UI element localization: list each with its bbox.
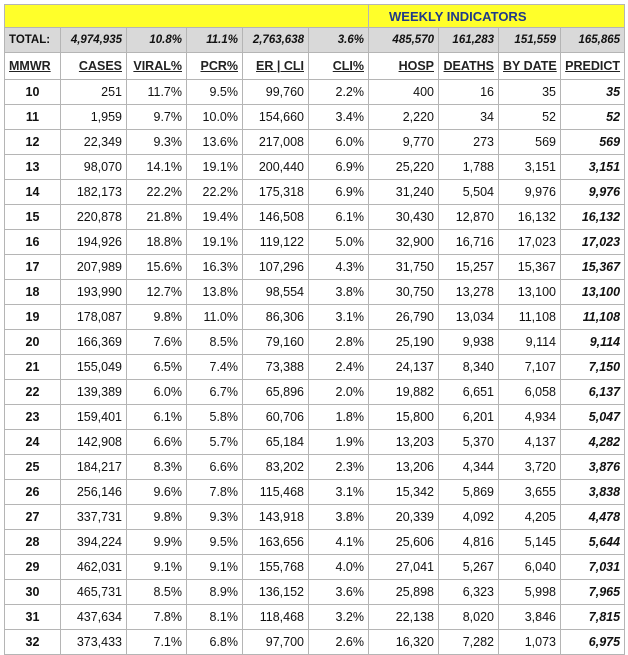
cell-hosp: 30,750 <box>369 280 439 305</box>
cell-mmwr-week: 16 <box>5 230 61 255</box>
cell-cases: 159,401 <box>61 405 127 430</box>
cell-hosp: 400 <box>369 80 439 105</box>
cell-mmwr-week: 21 <box>5 355 61 380</box>
cell-pcr-pct: 8.1% <box>187 605 243 630</box>
cell-er-cli: 154,660 <box>243 105 309 130</box>
cell-by-date: 11,108 <box>499 305 561 330</box>
cell-cli-pct: 6.0% <box>309 130 369 155</box>
cell-pcr-pct: 9.5% <box>187 530 243 555</box>
cell-predict: 569 <box>561 130 625 155</box>
cell-er-cli: 136,152 <box>243 580 309 605</box>
cell-hosp: 30,430 <box>369 205 439 230</box>
cell-mmwr-week: 19 <box>5 305 61 330</box>
cell-cli-pct: 3.8% <box>309 505 369 530</box>
cell-predict: 5,644 <box>561 530 625 555</box>
cell-by-date: 52 <box>499 105 561 130</box>
cell-cli-pct: 3.4% <box>309 105 369 130</box>
cell-er-cli: 107,296 <box>243 255 309 280</box>
cell-deaths: 1,788 <box>439 155 499 180</box>
cell-deaths: 16 <box>439 80 499 105</box>
cell-predict: 3,876 <box>561 455 625 480</box>
cell-er-cli: 83,202 <box>243 455 309 480</box>
cell-cli-pct: 2.6% <box>309 630 369 655</box>
cell-hosp: 31,750 <box>369 255 439 280</box>
header-predict: PREDICT <box>561 53 625 80</box>
cell-by-date: 3,846 <box>499 605 561 630</box>
cell-pcr-pct: 9.5% <box>187 80 243 105</box>
table-row <box>5 580 625 605</box>
cell-by-date: 6,040 <box>499 555 561 580</box>
cell-predict: 7,815 <box>561 605 625 630</box>
cell-er-cli: 86,306 <box>243 305 309 330</box>
cell-deaths: 5,504 <box>439 180 499 205</box>
cell-deaths: 4,092 <box>439 505 499 530</box>
cell-deaths: 7,282 <box>439 630 499 655</box>
cell-cli-pct: 6.9% <box>309 155 369 180</box>
cell-mmwr-week: 18 <box>5 280 61 305</box>
cell-by-date: 35 <box>499 80 561 105</box>
cell-cases: 166,369 <box>61 330 127 355</box>
cell-predict: 3,838 <box>561 480 625 505</box>
cell-pcr-pct: 11.0% <box>187 305 243 330</box>
cell-er-cli: 200,440 <box>243 155 309 180</box>
cell-er-cli: 175,318 <box>243 180 309 205</box>
cell-mmwr-week: 26 <box>5 480 61 505</box>
cell-predict: 16,132 <box>561 205 625 230</box>
cell-er-cli: 118,468 <box>243 605 309 630</box>
cell-er-cli: 73,388 <box>243 355 309 380</box>
cell-pcr-pct: 16.3% <box>187 255 243 280</box>
cell-by-date: 9,114 <box>499 330 561 355</box>
table-row <box>5 280 625 305</box>
cell-hosp: 26,790 <box>369 305 439 330</box>
cell-predict: 5,047 <box>561 405 625 430</box>
cell-viral-pct: 7.1% <box>127 630 187 655</box>
cell-viral-pct: 18.8% <box>127 230 187 255</box>
cell-predict: 9,114 <box>561 330 625 355</box>
cell-predict: 7,150 <box>561 355 625 380</box>
cell-predict: 6,975 <box>561 630 625 655</box>
title-row <box>5 5 625 28</box>
cell-deaths: 6,651 <box>439 380 499 405</box>
cell-deaths: 13,278 <box>439 280 499 305</box>
cell-predict: 11,108 <box>561 305 625 330</box>
cell-viral-pct: 8.3% <box>127 455 187 480</box>
cell-pcr-pct: 9.1% <box>187 555 243 580</box>
cell-viral-pct: 14.1% <box>127 155 187 180</box>
cell-by-date: 5,145 <box>499 530 561 555</box>
table-row <box>5 130 625 155</box>
cell-mmwr-week: 15 <box>5 205 61 230</box>
cell-cli-pct: 2.3% <box>309 455 369 480</box>
cell-cases: 220,878 <box>61 205 127 230</box>
cell-by-date: 3,720 <box>499 455 561 480</box>
table-row <box>5 480 625 505</box>
header-er-cli: ER | CLI <box>243 53 309 80</box>
table-row <box>5 155 625 180</box>
totals-deaths: 161,283 <box>439 28 499 53</box>
cell-predict: 7,965 <box>561 580 625 605</box>
cell-cli-pct: 3.1% <box>309 305 369 330</box>
cell-mmwr-week: 17 <box>5 255 61 280</box>
totals-predict: 165,865 <box>561 28 625 53</box>
cell-viral-pct: 9.1% <box>127 555 187 580</box>
cell-er-cli: 65,896 <box>243 380 309 405</box>
cell-deaths: 4,344 <box>439 455 499 480</box>
cell-by-date: 6,058 <box>499 380 561 405</box>
cell-hosp: 25,898 <box>369 580 439 605</box>
cell-pcr-pct: 9.3% <box>187 505 243 530</box>
cell-cases: 193,990 <box>61 280 127 305</box>
table-row <box>5 380 625 405</box>
cell-hosp: 32,900 <box>369 230 439 255</box>
header-pcr: PCR% <box>187 53 243 80</box>
cell-mmwr-week: 31 <box>5 605 61 630</box>
totals-viral: 10.8% <box>127 28 187 53</box>
cell-deaths: 8,340 <box>439 355 499 380</box>
cell-er-cli: 143,918 <box>243 505 309 530</box>
cell-er-cli: 217,008 <box>243 130 309 155</box>
cell-cases: 178,087 <box>61 305 127 330</box>
table-row <box>5 305 625 330</box>
cell-mmwr-week: 11 <box>5 105 61 130</box>
cell-deaths: 12,870 <box>439 205 499 230</box>
weekly-indicators-table-container <box>4 4 624 655</box>
cell-deaths: 8,020 <box>439 605 499 630</box>
cell-er-cli: 65,184 <box>243 430 309 455</box>
cell-pcr-pct: 8.9% <box>187 580 243 605</box>
cell-cli-pct: 3.1% <box>309 480 369 505</box>
cell-by-date: 3,655 <box>499 480 561 505</box>
cell-by-date: 3,151 <box>499 155 561 180</box>
cell-pcr-pct: 10.0% <box>187 105 243 130</box>
cell-cli-pct: 6.9% <box>309 180 369 205</box>
cell-by-date: 1,073 <box>499 630 561 655</box>
cell-pcr-pct: 5.8% <box>187 405 243 430</box>
cell-pcr-pct: 22.2% <box>187 180 243 205</box>
cell-cases: 182,173 <box>61 180 127 205</box>
cell-deaths: 16,716 <box>439 230 499 255</box>
cell-viral-pct: 9.8% <box>127 305 187 330</box>
cell-viral-pct: 22.2% <box>127 180 187 205</box>
cell-er-cli: 60,706 <box>243 405 309 430</box>
cell-predict: 4,478 <box>561 505 625 530</box>
cell-by-date: 7,107 <box>499 355 561 380</box>
cell-hosp: 31,240 <box>369 180 439 205</box>
table-row <box>5 355 625 380</box>
table-row <box>5 430 625 455</box>
cell-deaths: 5,370 <box>439 430 499 455</box>
cell-cli-pct: 2.2% <box>309 80 369 105</box>
cell-cases: 142,908 <box>61 430 127 455</box>
cell-hosp: 20,339 <box>369 505 439 530</box>
cell-cli-pct: 6.1% <box>309 205 369 230</box>
totals-by-date: 151,559 <box>499 28 561 53</box>
cell-cases: 22,349 <box>61 130 127 155</box>
cell-mmwr-week: 29 <box>5 555 61 580</box>
cell-viral-pct: 7.6% <box>127 330 187 355</box>
cell-cases: 373,433 <box>61 630 127 655</box>
cell-cli-pct: 3.6% <box>309 580 369 605</box>
cell-pcr-pct: 19.1% <box>187 155 243 180</box>
cell-cases: 251 <box>61 80 127 105</box>
header-deaths: DEATHS <box>439 53 499 80</box>
table-row <box>5 80 625 105</box>
table-row <box>5 455 625 480</box>
header-row <box>5 53 625 80</box>
cell-hosp: 27,041 <box>369 555 439 580</box>
cell-cli-pct: 1.9% <box>309 430 369 455</box>
cell-predict: 17,023 <box>561 230 625 255</box>
totals-row <box>5 28 625 53</box>
cell-viral-pct: 9.3% <box>127 130 187 155</box>
cell-hosp: 25,220 <box>369 155 439 180</box>
weekly-indicators-table <box>4 4 625 655</box>
cell-mmwr-week: 28 <box>5 530 61 555</box>
cell-by-date: 17,023 <box>499 230 561 255</box>
cell-deaths: 13,034 <box>439 305 499 330</box>
cell-viral-pct: 9.8% <box>127 505 187 530</box>
cell-cases: 394,224 <box>61 530 127 555</box>
cell-deaths: 9,938 <box>439 330 499 355</box>
totals-er-cli: 2,763,638 <box>243 28 309 53</box>
cell-deaths: 15,257 <box>439 255 499 280</box>
cell-by-date: 9,976 <box>499 180 561 205</box>
cell-cases: 462,031 <box>61 555 127 580</box>
cell-er-cli: 115,468 <box>243 480 309 505</box>
cell-cli-pct: 4.3% <box>309 255 369 280</box>
header-mmwr: MMWR <box>5 53 61 80</box>
cell-deaths: 34 <box>439 105 499 130</box>
cell-pcr-pct: 13.8% <box>187 280 243 305</box>
title-spacer <box>5 5 369 28</box>
cell-viral-pct: 6.6% <box>127 430 187 455</box>
cell-viral-pct: 12.7% <box>127 280 187 305</box>
cell-viral-pct: 6.5% <box>127 355 187 380</box>
cell-cases: 1,959 <box>61 105 127 130</box>
cell-by-date: 4,205 <box>499 505 561 530</box>
cell-cases: 139,389 <box>61 380 127 405</box>
table-row <box>5 205 625 230</box>
cell-by-date: 16,132 <box>499 205 561 230</box>
cell-viral-pct: 15.6% <box>127 255 187 280</box>
cell-er-cli: 155,768 <box>243 555 309 580</box>
cell-cli-pct: 2.4% <box>309 355 369 380</box>
table-row <box>5 405 625 430</box>
cell-hosp: 15,800 <box>369 405 439 430</box>
cell-cases: 184,217 <box>61 455 127 480</box>
cell-mmwr-week: 30 <box>5 580 61 605</box>
cell-predict: 15,367 <box>561 255 625 280</box>
cell-cli-pct: 5.0% <box>309 230 369 255</box>
cell-hosp: 25,606 <box>369 530 439 555</box>
cell-predict: 13,100 <box>561 280 625 305</box>
cell-predict: 35 <box>561 80 625 105</box>
cell-er-cli: 79,160 <box>243 330 309 355</box>
table-row <box>5 505 625 530</box>
table-row <box>5 530 625 555</box>
table-row <box>5 630 625 655</box>
header-viral: VIRAL% <box>127 53 187 80</box>
cell-cli-pct: 2.0% <box>309 380 369 405</box>
cell-predict: 6,137 <box>561 380 625 405</box>
header-hosp: HOSP <box>369 53 439 80</box>
cell-pcr-pct: 13.6% <box>187 130 243 155</box>
cell-pcr-pct: 5.7% <box>187 430 243 455</box>
cell-mmwr-week: 27 <box>5 505 61 530</box>
cell-predict: 9,976 <box>561 180 625 205</box>
cell-deaths: 5,869 <box>439 480 499 505</box>
cell-hosp: 13,206 <box>369 455 439 480</box>
header-cases: CASES <box>61 53 127 80</box>
cell-er-cli: 98,554 <box>243 280 309 305</box>
cell-by-date: 5,998 <box>499 580 561 605</box>
cell-mmwr-week: 22 <box>5 380 61 405</box>
cell-pcr-pct: 6.8% <box>187 630 243 655</box>
cell-cli-pct: 4.0% <box>309 555 369 580</box>
cell-pcr-pct: 7.4% <box>187 355 243 380</box>
cell-er-cli: 99,760 <box>243 80 309 105</box>
cell-pcr-pct: 19.1% <box>187 230 243 255</box>
cell-er-cli: 119,122 <box>243 230 309 255</box>
cell-cases: 98,070 <box>61 155 127 180</box>
cell-cli-pct: 1.8% <box>309 405 369 430</box>
cell-predict: 4,282 <box>561 430 625 455</box>
cell-viral-pct: 9.7% <box>127 105 187 130</box>
totals-cli: 3.6% <box>309 28 369 53</box>
table-row <box>5 230 625 255</box>
cell-by-date: 4,137 <box>499 430 561 455</box>
cell-hosp: 22,138 <box>369 605 439 630</box>
cell-hosp: 25,190 <box>369 330 439 355</box>
table-title: WEEKLY INDICATORS <box>369 5 625 28</box>
cell-er-cli: 163,656 <box>243 530 309 555</box>
table-row <box>5 555 625 580</box>
cell-viral-pct: 9.9% <box>127 530 187 555</box>
cell-viral-pct: 11.7% <box>127 80 187 105</box>
cell-cases: 194,926 <box>61 230 127 255</box>
cell-mmwr-week: 20 <box>5 330 61 355</box>
cell-deaths: 4,816 <box>439 530 499 555</box>
cell-mmwr-week: 12 <box>5 130 61 155</box>
cell-hosp: 13,203 <box>369 430 439 455</box>
cell-cases: 155,049 <box>61 355 127 380</box>
header-by-date: BY DATE <box>499 53 561 80</box>
cell-er-cli: 146,508 <box>243 205 309 230</box>
cell-cases: 337,731 <box>61 505 127 530</box>
cell-predict: 52 <box>561 105 625 130</box>
table-row <box>5 180 625 205</box>
cell-hosp: 19,882 <box>369 380 439 405</box>
totals-pcr: 11.1% <box>187 28 243 53</box>
cell-cases: 256,146 <box>61 480 127 505</box>
cell-mmwr-week: 10 <box>5 80 61 105</box>
cell-hosp: 15,342 <box>369 480 439 505</box>
cell-cases: 437,634 <box>61 605 127 630</box>
totals-cases: 4,974,935 <box>61 28 127 53</box>
cell-deaths: 6,323 <box>439 580 499 605</box>
cell-predict: 3,151 <box>561 155 625 180</box>
cell-viral-pct: 6.1% <box>127 405 187 430</box>
cell-cli-pct: 4.1% <box>309 530 369 555</box>
cell-mmwr-week: 24 <box>5 430 61 455</box>
cell-viral-pct: 6.0% <box>127 380 187 405</box>
table-row <box>5 330 625 355</box>
cell-mmwr-week: 13 <box>5 155 61 180</box>
cell-predict: 7,031 <box>561 555 625 580</box>
cell-mmwr-week: 32 <box>5 630 61 655</box>
cell-by-date: 15,367 <box>499 255 561 280</box>
totals-hosp: 485,570 <box>369 28 439 53</box>
cell-mmwr-week: 14 <box>5 180 61 205</box>
table-row <box>5 605 625 630</box>
cell-pcr-pct: 6.6% <box>187 455 243 480</box>
cell-hosp: 16,320 <box>369 630 439 655</box>
cell-mmwr-week: 25 <box>5 455 61 480</box>
cell-er-cli: 97,700 <box>243 630 309 655</box>
table-row <box>5 255 625 280</box>
cell-hosp: 2,220 <box>369 105 439 130</box>
header-cli: CLI% <box>309 53 369 80</box>
cell-pcr-pct: 8.5% <box>187 330 243 355</box>
cell-viral-pct: 7.8% <box>127 605 187 630</box>
cell-hosp: 24,137 <box>369 355 439 380</box>
cell-deaths: 5,267 <box>439 555 499 580</box>
cell-deaths: 6,201 <box>439 405 499 430</box>
table-row <box>5 105 625 130</box>
cell-viral-pct: 21.8% <box>127 205 187 230</box>
cell-deaths: 273 <box>439 130 499 155</box>
cell-pcr-pct: 6.7% <box>187 380 243 405</box>
cell-by-date: 569 <box>499 130 561 155</box>
cell-cli-pct: 3.2% <box>309 605 369 630</box>
cell-pcr-pct: 19.4% <box>187 205 243 230</box>
totals-label: TOTAL: <box>5 28 61 53</box>
cell-by-date: 13,100 <box>499 280 561 305</box>
cell-cases: 465,731 <box>61 580 127 605</box>
cell-by-date: 4,934 <box>499 405 561 430</box>
cell-hosp: 9,770 <box>369 130 439 155</box>
cell-pcr-pct: 7.8% <box>187 480 243 505</box>
cell-viral-pct: 8.5% <box>127 580 187 605</box>
cell-mmwr-week: 23 <box>5 405 61 430</box>
cell-cases: 207,989 <box>61 255 127 280</box>
cell-viral-pct: 9.6% <box>127 480 187 505</box>
cell-cli-pct: 2.8% <box>309 330 369 355</box>
cell-cli-pct: 3.8% <box>309 280 369 305</box>
